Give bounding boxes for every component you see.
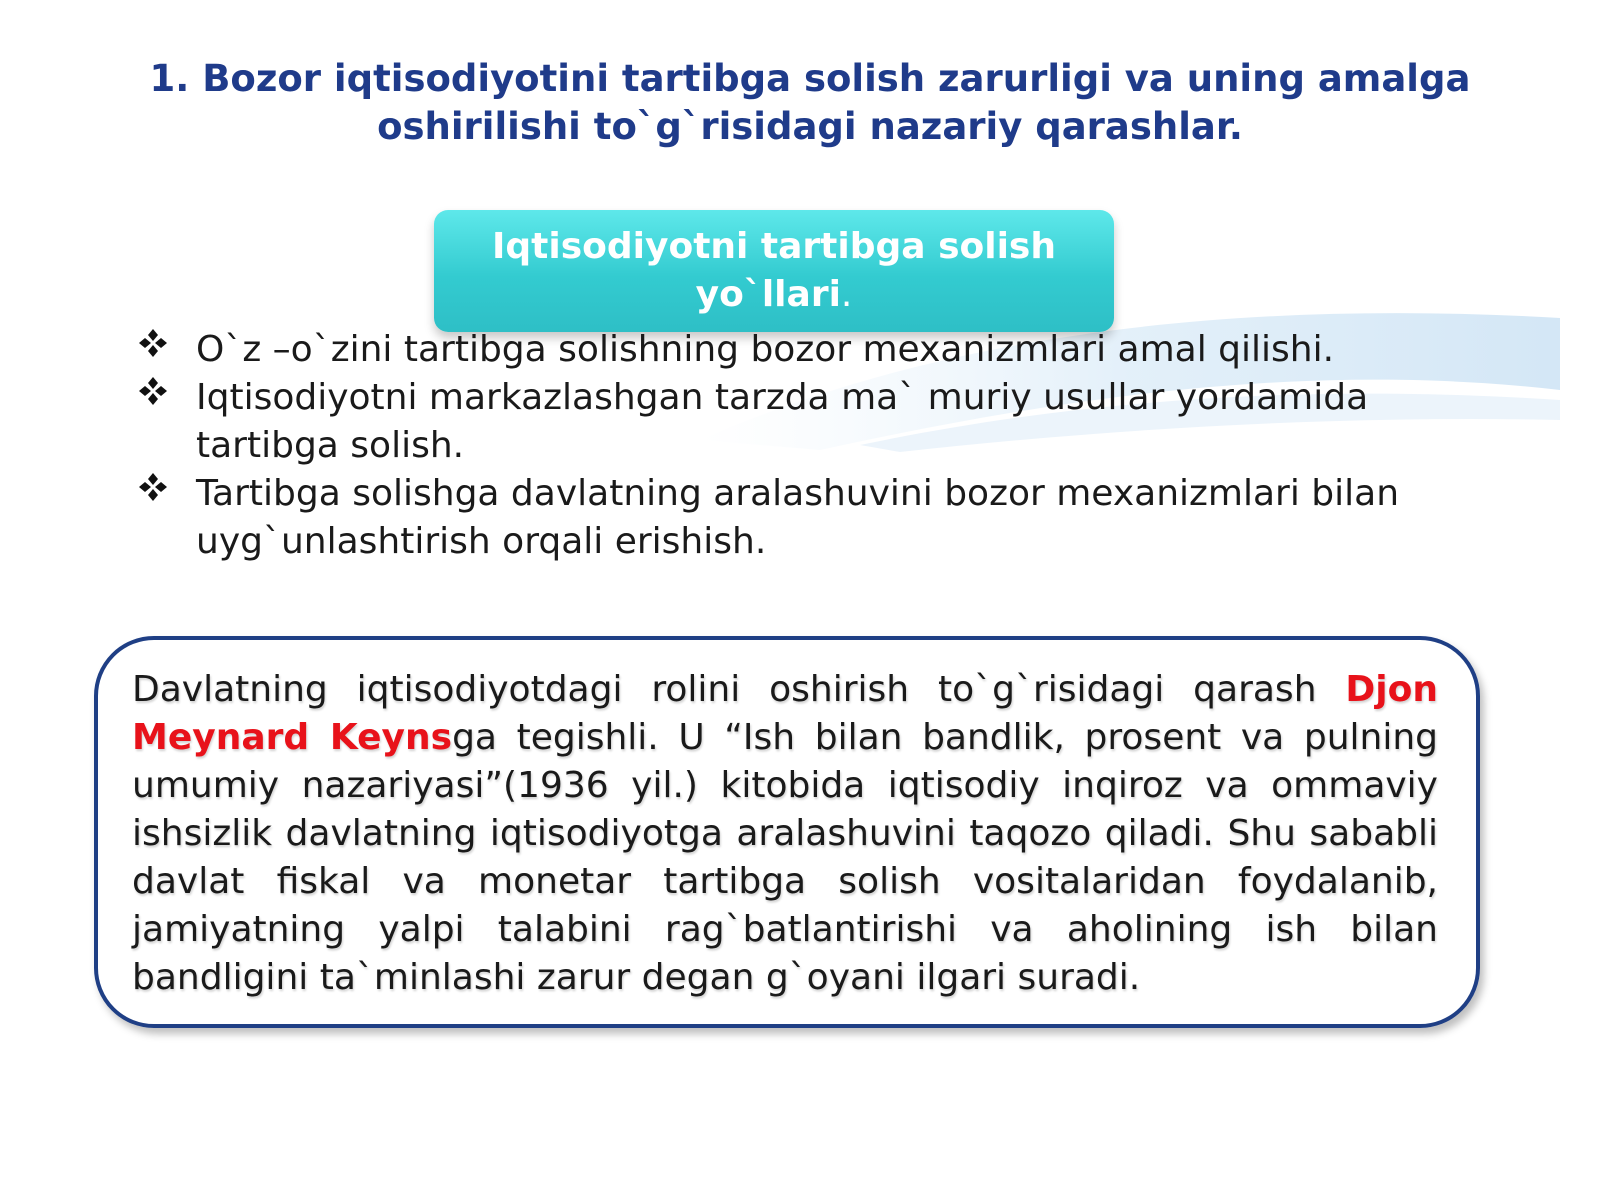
pill-line2: yo`llari	[695, 274, 841, 315]
pill-line2-wrap	[434, 271, 1114, 319]
slide-title	[120, 55, 1500, 151]
bullet-text-3: Tartibga solishga davlatning aralashuvini bozor mexanizmlari bilan uyg`unlashtirish orqali erishish.	[196, 473, 1400, 562]
diamond-bullet-icon	[138, 376, 168, 406]
paragraph-before: Davlatning iqtisodiyotdagi rolini oshirish to`g`risidagi qarash	[132, 669, 1346, 710]
paragraph-after: ga tegishli. U “Ish bilan bandlik, prosent va pulning umumiy nazariyasi”(1936 yil.) kitobida iqtisodiy inqiroz va ommaviy ishsizlik davlatning iqtisodiyotga aralashuvini taqozo qiladi. Shu sababli davlat fiskal va monetar tartibga solish vositalaridan foydalanib, jamiyatning yalpi talabini rag`batlantirishi va aholining ish bilan bandligini ta`minlashi zarur degan g`oyani ilgari suradi.	[132, 717, 1439, 998]
slide-title-line1: 1. Bozor iqtisodiyotini tartibga solish zarurligi va uning amalga	[149, 57, 1471, 100]
diamond-bullet-icon	[138, 472, 168, 502]
diamond-bullet-icon	[138, 328, 168, 358]
keynes-paragraph	[132, 666, 1438, 1002]
list-item	[138, 374, 1468, 470]
section-heading-pill	[434, 210, 1114, 332]
keynes-text-box	[94, 636, 1480, 1028]
bullet-text-2: Iqtisodiyotni markazlashgan tarzda ma` muriy usullar yordamida tartibga solish.	[196, 377, 1369, 466]
bullet-list	[138, 326, 1468, 566]
list-item	[138, 326, 1468, 374]
pill-period: .	[840, 274, 853, 315]
slide-title-line2: oshirilishi to`g`risidagi nazariy qarashlar.	[377, 105, 1243, 148]
keynes-name-highlight: Djon Meynard Keyns	[132, 669, 1438, 758]
bullet-text-1: O`z –o`zini tartibga solishning bozor mexanizmlari amal qilishi.	[196, 329, 1335, 370]
list-item	[138, 470, 1468, 566]
pill-line1: Iqtisodiyotni tartibga solish	[492, 226, 1056, 267]
